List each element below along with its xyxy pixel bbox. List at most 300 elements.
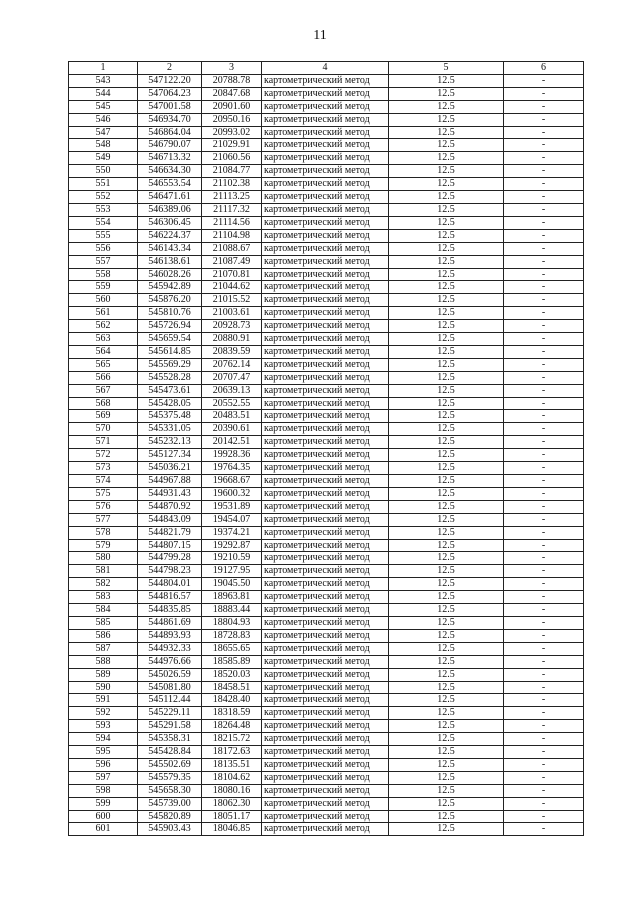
x-coordinate-cell: 545739.00 — [138, 797, 202, 810]
note-cell: - — [504, 810, 584, 823]
accuracy-cell: 12.5 — [389, 113, 504, 126]
x-coordinate-cell: 544804.01 — [138, 578, 202, 591]
point-number-cell: 594 — [69, 733, 138, 746]
point-number-cell: 593 — [69, 720, 138, 733]
table-row — [69, 165, 584, 178]
table-row — [69, 591, 584, 604]
table-row — [69, 487, 584, 500]
method-cell: картометрический метод — [262, 358, 389, 371]
point-number-cell: 561 — [69, 307, 138, 320]
table-row — [69, 320, 584, 333]
method-cell: картометрический метод — [262, 320, 389, 333]
table-row — [69, 449, 584, 462]
x-coordinate-cell: 546553.54 — [138, 178, 202, 191]
x-coordinate-cell: 545375.48 — [138, 410, 202, 423]
y-coordinate-cell: 20839.59 — [202, 345, 262, 358]
x-coordinate-cell: 545026.59 — [138, 668, 202, 681]
point-number-cell: 581 — [69, 565, 138, 578]
x-coordinate-cell: 545127.34 — [138, 449, 202, 462]
accuracy-cell: 12.5 — [389, 758, 504, 771]
y-coordinate-cell: 19210.59 — [202, 552, 262, 565]
point-number-cell: 591 — [69, 694, 138, 707]
table-row — [69, 333, 584, 346]
table-row — [69, 203, 584, 216]
method-cell: картометрический метод — [262, 255, 389, 268]
y-coordinate-cell: 18963.81 — [202, 591, 262, 604]
x-coordinate-cell: 544931.43 — [138, 487, 202, 500]
method-cell: картометрический метод — [262, 113, 389, 126]
note-cell: - — [504, 604, 584, 617]
column-header: 4 — [262, 62, 389, 75]
note-cell: - — [504, 784, 584, 797]
x-coordinate-cell: 544821.79 — [138, 526, 202, 539]
table-row — [69, 500, 584, 513]
y-coordinate-cell: 18318.59 — [202, 707, 262, 720]
note-cell: - — [504, 539, 584, 552]
method-cell: картометрический метод — [262, 268, 389, 281]
x-coordinate-cell: 545810.76 — [138, 307, 202, 320]
y-coordinate-cell: 18046.85 — [202, 823, 262, 836]
table-row — [69, 565, 584, 578]
y-coordinate-cell: 20142.51 — [202, 436, 262, 449]
y-coordinate-cell: 19928.36 — [202, 449, 262, 462]
method-cell: картометрический метод — [262, 307, 389, 320]
x-coordinate-cell: 544967.88 — [138, 475, 202, 488]
x-coordinate-cell: 546389.06 — [138, 203, 202, 216]
accuracy-cell: 12.5 — [389, 655, 504, 668]
accuracy-cell: 12.5 — [389, 358, 504, 371]
x-coordinate-cell: 545428.05 — [138, 397, 202, 410]
table-row — [69, 229, 584, 242]
accuracy-cell: 12.5 — [389, 203, 504, 216]
y-coordinate-cell: 18585.89 — [202, 655, 262, 668]
y-coordinate-cell: 19668.67 — [202, 475, 262, 488]
method-cell: картометрический метод — [262, 229, 389, 242]
note-cell: - — [504, 591, 584, 604]
method-cell: картометрический метод — [262, 100, 389, 113]
table-row — [69, 139, 584, 152]
accuracy-cell: 12.5 — [389, 552, 504, 565]
point-number-cell: 558 — [69, 268, 138, 281]
table-row — [69, 87, 584, 100]
note-cell: - — [504, 462, 584, 475]
table-row — [69, 668, 584, 681]
note-cell: - — [504, 642, 584, 655]
point-number-cell: 554 — [69, 216, 138, 229]
y-coordinate-cell: 21084.77 — [202, 165, 262, 178]
point-number-cell: 565 — [69, 358, 138, 371]
x-coordinate-cell: 546143.34 — [138, 242, 202, 255]
x-coordinate-cell: 545659.54 — [138, 333, 202, 346]
y-coordinate-cell: 18051.17 — [202, 810, 262, 823]
accuracy-cell: 12.5 — [389, 242, 504, 255]
point-number-cell: 556 — [69, 242, 138, 255]
method-cell: картометрический метод — [262, 87, 389, 100]
note-cell: - — [504, 616, 584, 629]
table-row — [69, 178, 584, 191]
method-cell: картометрический метод — [262, 655, 389, 668]
x-coordinate-cell: 546028.26 — [138, 268, 202, 281]
x-coordinate-cell: 544807.15 — [138, 539, 202, 552]
point-number-cell: 585 — [69, 616, 138, 629]
note-cell: - — [504, 87, 584, 100]
accuracy-cell: 12.5 — [389, 268, 504, 281]
point-number-cell: 550 — [69, 165, 138, 178]
accuracy-cell: 12.5 — [389, 449, 504, 462]
y-coordinate-cell: 20762.14 — [202, 358, 262, 371]
accuracy-cell: 12.5 — [389, 616, 504, 629]
y-coordinate-cell: 18104.62 — [202, 771, 262, 784]
method-cell: картометрический метод — [262, 191, 389, 204]
accuracy-cell: 12.5 — [389, 823, 504, 836]
note-cell: - — [504, 268, 584, 281]
note-cell: - — [504, 629, 584, 642]
note-cell: - — [504, 797, 584, 810]
method-cell: картометрический метод — [262, 436, 389, 449]
accuracy-cell: 12.5 — [389, 126, 504, 139]
x-coordinate-cell: 545903.43 — [138, 823, 202, 836]
table-row — [69, 345, 584, 358]
method-cell: картометрический метод — [262, 565, 389, 578]
x-coordinate-cell: 545473.61 — [138, 384, 202, 397]
method-cell: картометрический метод — [262, 746, 389, 759]
y-coordinate-cell: 19600.32 — [202, 487, 262, 500]
y-coordinate-cell: 21070.81 — [202, 268, 262, 281]
accuracy-cell: 12.5 — [389, 74, 504, 87]
y-coordinate-cell: 21117.32 — [202, 203, 262, 216]
column-header: 6 — [504, 62, 584, 75]
accuracy-cell: 12.5 — [389, 746, 504, 759]
note-cell: - — [504, 384, 584, 397]
x-coordinate-cell: 547064.23 — [138, 87, 202, 100]
method-cell: картометрический метод — [262, 462, 389, 475]
note-cell: - — [504, 216, 584, 229]
y-coordinate-cell: 20880.91 — [202, 333, 262, 346]
table-row — [69, 720, 584, 733]
point-number-cell: 552 — [69, 191, 138, 204]
point-number-cell: 547 — [69, 126, 138, 139]
x-coordinate-cell: 547001.58 — [138, 100, 202, 113]
point-number-cell: 544 — [69, 87, 138, 100]
y-coordinate-cell: 19374.21 — [202, 526, 262, 539]
note-cell: - — [504, 565, 584, 578]
table-row — [69, 526, 584, 539]
x-coordinate-cell: 544893.93 — [138, 629, 202, 642]
accuracy-cell: 12.5 — [389, 629, 504, 642]
y-coordinate-cell: 20788.78 — [202, 74, 262, 87]
table-row — [69, 74, 584, 87]
accuracy-cell: 12.5 — [389, 475, 504, 488]
note-cell: - — [504, 74, 584, 87]
y-coordinate-cell: 19292.87 — [202, 539, 262, 552]
note-cell: - — [504, 771, 584, 784]
method-cell: картометрический метод — [262, 345, 389, 358]
table-row — [69, 397, 584, 410]
table-row — [69, 552, 584, 565]
note-cell: - — [504, 694, 584, 707]
x-coordinate-cell: 545528.28 — [138, 371, 202, 384]
y-coordinate-cell: 20950.16 — [202, 113, 262, 126]
y-coordinate-cell: 19531.89 — [202, 500, 262, 513]
accuracy-cell: 12.5 — [389, 784, 504, 797]
note-cell: - — [504, 229, 584, 242]
table-row — [69, 113, 584, 126]
note-cell: - — [504, 733, 584, 746]
point-number-cell: 568 — [69, 397, 138, 410]
note-cell: - — [504, 397, 584, 410]
note-cell: - — [504, 526, 584, 539]
method-cell: картометрический метод — [262, 616, 389, 629]
coordinates-table — [68, 61, 584, 836]
table-row — [69, 358, 584, 371]
method-cell: картометрический метод — [262, 178, 389, 191]
y-coordinate-cell: 21102.38 — [202, 178, 262, 191]
x-coordinate-cell: 545942.89 — [138, 281, 202, 294]
point-number-cell: 545 — [69, 100, 138, 113]
method-cell: картометрический метод — [262, 203, 389, 216]
x-coordinate-cell: 544976.66 — [138, 655, 202, 668]
table-row — [69, 513, 584, 526]
table-row — [69, 410, 584, 423]
x-coordinate-cell: 547122.20 — [138, 74, 202, 87]
y-coordinate-cell: 19045.50 — [202, 578, 262, 591]
note-cell: - — [504, 500, 584, 513]
x-coordinate-cell: 545229.11 — [138, 707, 202, 720]
note-cell: - — [504, 371, 584, 384]
x-coordinate-cell: 545614.85 — [138, 345, 202, 358]
table-row — [69, 371, 584, 384]
y-coordinate-cell: 20552.55 — [202, 397, 262, 410]
table-row — [69, 281, 584, 294]
y-coordinate-cell: 18080.16 — [202, 784, 262, 797]
method-cell: картометрический метод — [262, 810, 389, 823]
method-cell: картометрический метод — [262, 694, 389, 707]
method-cell: картометрический метод — [262, 629, 389, 642]
method-cell: картометрический метод — [262, 384, 389, 397]
y-coordinate-cell: 20928.73 — [202, 320, 262, 333]
y-coordinate-cell: 21088.67 — [202, 242, 262, 255]
table-row — [69, 655, 584, 668]
table-header-row — [69, 62, 584, 75]
point-number-cell: 557 — [69, 255, 138, 268]
table-row — [69, 294, 584, 307]
accuracy-cell: 12.5 — [389, 797, 504, 810]
point-number-cell: 578 — [69, 526, 138, 539]
y-coordinate-cell: 19127.95 — [202, 565, 262, 578]
method-cell: картометрический метод — [262, 165, 389, 178]
method-cell: картометрический метод — [262, 604, 389, 617]
x-coordinate-cell: 546138.61 — [138, 255, 202, 268]
x-coordinate-cell: 545358.31 — [138, 733, 202, 746]
table-row — [69, 823, 584, 836]
method-cell: картометрический метод — [262, 397, 389, 410]
point-number-cell: 566 — [69, 371, 138, 384]
table-row — [69, 758, 584, 771]
note-cell: - — [504, 100, 584, 113]
accuracy-cell: 12.5 — [389, 539, 504, 552]
x-coordinate-cell: 544835.85 — [138, 604, 202, 617]
method-cell: картометрический метод — [262, 294, 389, 307]
note-cell: - — [504, 746, 584, 759]
point-number-cell: 596 — [69, 758, 138, 771]
y-coordinate-cell: 18804.93 — [202, 616, 262, 629]
note-cell: - — [504, 126, 584, 139]
table-row — [69, 746, 584, 759]
accuracy-cell: 12.5 — [389, 500, 504, 513]
x-coordinate-cell: 546634.30 — [138, 165, 202, 178]
x-coordinate-cell: 546306.45 — [138, 216, 202, 229]
table-row — [69, 810, 584, 823]
method-cell: картометрический метод — [262, 449, 389, 462]
point-number-cell: 580 — [69, 552, 138, 565]
x-coordinate-cell: 546224.37 — [138, 229, 202, 242]
x-coordinate-cell: 544799.28 — [138, 552, 202, 565]
accuracy-cell: 12.5 — [389, 397, 504, 410]
note-cell: - — [504, 281, 584, 294]
accuracy-cell: 12.5 — [389, 371, 504, 384]
method-cell: картометрический метод — [262, 139, 389, 152]
accuracy-cell: 12.5 — [389, 307, 504, 320]
table-row — [69, 784, 584, 797]
table-row — [69, 733, 584, 746]
table-row — [69, 100, 584, 113]
y-coordinate-cell: 20901.60 — [202, 100, 262, 113]
note-cell: - — [504, 358, 584, 371]
accuracy-cell: 12.5 — [389, 642, 504, 655]
point-number-cell: 589 — [69, 668, 138, 681]
y-coordinate-cell: 18728.83 — [202, 629, 262, 642]
method-cell: картометрический метод — [262, 500, 389, 513]
table-body — [69, 74, 584, 835]
accuracy-cell: 12.5 — [389, 604, 504, 617]
table-row — [69, 604, 584, 617]
y-coordinate-cell: 18520.03 — [202, 668, 262, 681]
point-number-cell: 583 — [69, 591, 138, 604]
accuracy-cell: 12.5 — [389, 487, 504, 500]
x-coordinate-cell: 544870.92 — [138, 500, 202, 513]
point-number-cell: 546 — [69, 113, 138, 126]
point-number-cell: 571 — [69, 436, 138, 449]
accuracy-cell: 12.5 — [389, 513, 504, 526]
note-cell: - — [504, 203, 584, 216]
method-cell: картометрический метод — [262, 823, 389, 836]
table-row — [69, 771, 584, 784]
accuracy-cell: 12.5 — [389, 229, 504, 242]
accuracy-cell: 12.5 — [389, 100, 504, 113]
point-number-cell: 551 — [69, 178, 138, 191]
table-row — [69, 384, 584, 397]
x-coordinate-cell: 545502.69 — [138, 758, 202, 771]
point-number-cell: 597 — [69, 771, 138, 784]
y-coordinate-cell: 18062.30 — [202, 797, 262, 810]
table-row — [69, 242, 584, 255]
y-coordinate-cell: 19454.07 — [202, 513, 262, 526]
method-cell: картометрический метод — [262, 539, 389, 552]
accuracy-cell: 12.5 — [389, 191, 504, 204]
note-cell: - — [504, 320, 584, 333]
x-coordinate-cell: 546713.32 — [138, 152, 202, 165]
point-number-cell: 584 — [69, 604, 138, 617]
y-coordinate-cell: 21060.56 — [202, 152, 262, 165]
point-number-cell: 555 — [69, 229, 138, 242]
table-row — [69, 694, 584, 707]
point-number-cell: 595 — [69, 746, 138, 759]
table-row — [69, 462, 584, 475]
accuracy-cell: 12.5 — [389, 668, 504, 681]
accuracy-cell: 12.5 — [389, 733, 504, 746]
note-cell: - — [504, 113, 584, 126]
y-coordinate-cell: 18135.51 — [202, 758, 262, 771]
y-coordinate-cell: 21114.56 — [202, 216, 262, 229]
note-cell: - — [504, 242, 584, 255]
point-number-cell: 576 — [69, 500, 138, 513]
method-cell: картометрический метод — [262, 552, 389, 565]
point-number-cell: 577 — [69, 513, 138, 526]
accuracy-cell: 12.5 — [389, 681, 504, 694]
accuracy-cell: 12.5 — [389, 178, 504, 191]
y-coordinate-cell: 20483.51 — [202, 410, 262, 423]
page-number: 11 — [313, 28, 327, 43]
x-coordinate-cell: 546471.61 — [138, 191, 202, 204]
point-number-cell: 582 — [69, 578, 138, 591]
method-cell: картометрический метод — [262, 371, 389, 384]
x-coordinate-cell: 545036.21 — [138, 462, 202, 475]
y-coordinate-cell: 20390.61 — [202, 423, 262, 436]
table-row — [69, 191, 584, 204]
method-cell: картометрический метод — [262, 281, 389, 294]
x-coordinate-cell: 545331.05 — [138, 423, 202, 436]
x-coordinate-cell: 545658.30 — [138, 784, 202, 797]
table-row — [69, 126, 584, 139]
y-coordinate-cell: 18655.65 — [202, 642, 262, 655]
accuracy-cell: 12.5 — [389, 384, 504, 397]
note-cell: - — [504, 655, 584, 668]
point-number-cell: 588 — [69, 655, 138, 668]
method-cell: картометрический метод — [262, 126, 389, 139]
x-coordinate-cell: 545726.94 — [138, 320, 202, 333]
note-cell: - — [504, 487, 584, 500]
point-number-cell: 601 — [69, 823, 138, 836]
x-coordinate-cell: 544816.57 — [138, 591, 202, 604]
y-coordinate-cell: 20707.47 — [202, 371, 262, 384]
x-coordinate-cell: 545428.84 — [138, 746, 202, 759]
accuracy-cell: 12.5 — [389, 578, 504, 591]
table-row — [69, 307, 584, 320]
table-row — [69, 797, 584, 810]
accuracy-cell: 12.5 — [389, 281, 504, 294]
point-number-cell: 553 — [69, 203, 138, 216]
accuracy-cell: 12.5 — [389, 436, 504, 449]
accuracy-cell: 12.5 — [389, 333, 504, 346]
table-row — [69, 642, 584, 655]
method-cell: картометрический метод — [262, 513, 389, 526]
column-header: 5 — [389, 62, 504, 75]
column-header: 1 — [69, 62, 138, 75]
y-coordinate-cell: 18264.48 — [202, 720, 262, 733]
y-coordinate-cell: 19764.35 — [202, 462, 262, 475]
y-coordinate-cell: 21104.98 — [202, 229, 262, 242]
accuracy-cell: 12.5 — [389, 255, 504, 268]
point-number-cell: 570 — [69, 423, 138, 436]
x-coordinate-cell: 545820.89 — [138, 810, 202, 823]
point-number-cell: 574 — [69, 475, 138, 488]
table-row — [69, 629, 584, 642]
y-coordinate-cell: 21044.62 — [202, 281, 262, 294]
method-cell: картометрический метод — [262, 578, 389, 591]
y-coordinate-cell: 18215.72 — [202, 733, 262, 746]
accuracy-cell: 12.5 — [389, 345, 504, 358]
point-number-cell: 564 — [69, 345, 138, 358]
